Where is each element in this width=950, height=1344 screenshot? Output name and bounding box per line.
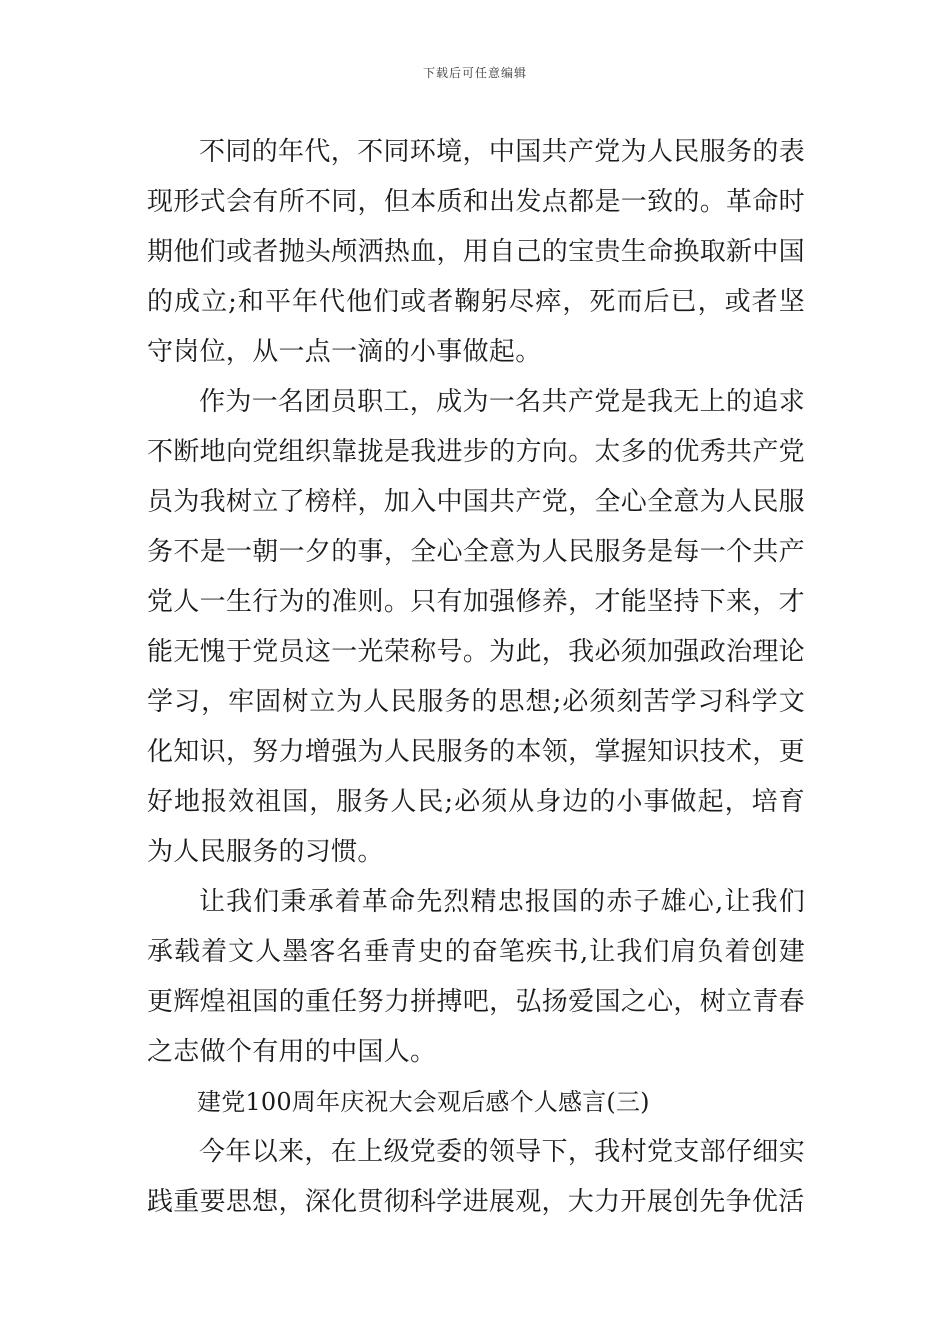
paragraph-4: 今年以来，在上级党委的领导下，我村党支部仔细实践重要思想，深化贯彻科学进展观，大力开展创先争优活 [147,1137,805,1217]
section-heading: 建党100周年庆祝大会观后感个人感言(三) [197,1088,650,1116]
header-note: 下载后可任意编辑 [422,66,527,80]
paragraph-3: 让我们秉承着革命先烈精忠报国的赤子雄心,让我们承载着文人墨客名垂青史的奋笔疾书,让我们肩负着创建更辉煌祖国的重任努力拼搏吧，弘扬爱国之心，树立青春之志做个有用的中国人。 [147,887,805,1067]
paragraph-1: 不同的年代，不同环境，中国共产党为人民服务的表现形式会有所不同，但本质和出发点都是一致的。革命时期他们或者抛头颅洒热血，用自己的宝贵生命换取新中国的成立;和平年代他们或者鞠躬尽瘁，死而后已，或者坚守岗位，从一点一滴的小事做起。 [147,137,805,367]
paragraph-2: 作为一名团员职工，成为一名共产党是我无上的追求不断地向党组织靠拢是我进步的方向。太多的优秀共产党员为我树立了榜样，加入中国共产党，全心全意为人民服务不是一朝一夕的事，全心全意为人民服务是每一个共产党人一生行为的准则。只有加强修养，才能坚持下来，才能无愧于党员这一光荣称号。为此，我必须加强政治理论学习，牢固树立为人民服务的思想;必须刻苦学习科学文化知识，努力增强为人民服务的本领，掌握知识技术，更好地报效祖国，服务人民;必须从身边的小事做起，培育为人民服务的习惯。 [147,387,805,867]
document-body [147,127,805,1227]
